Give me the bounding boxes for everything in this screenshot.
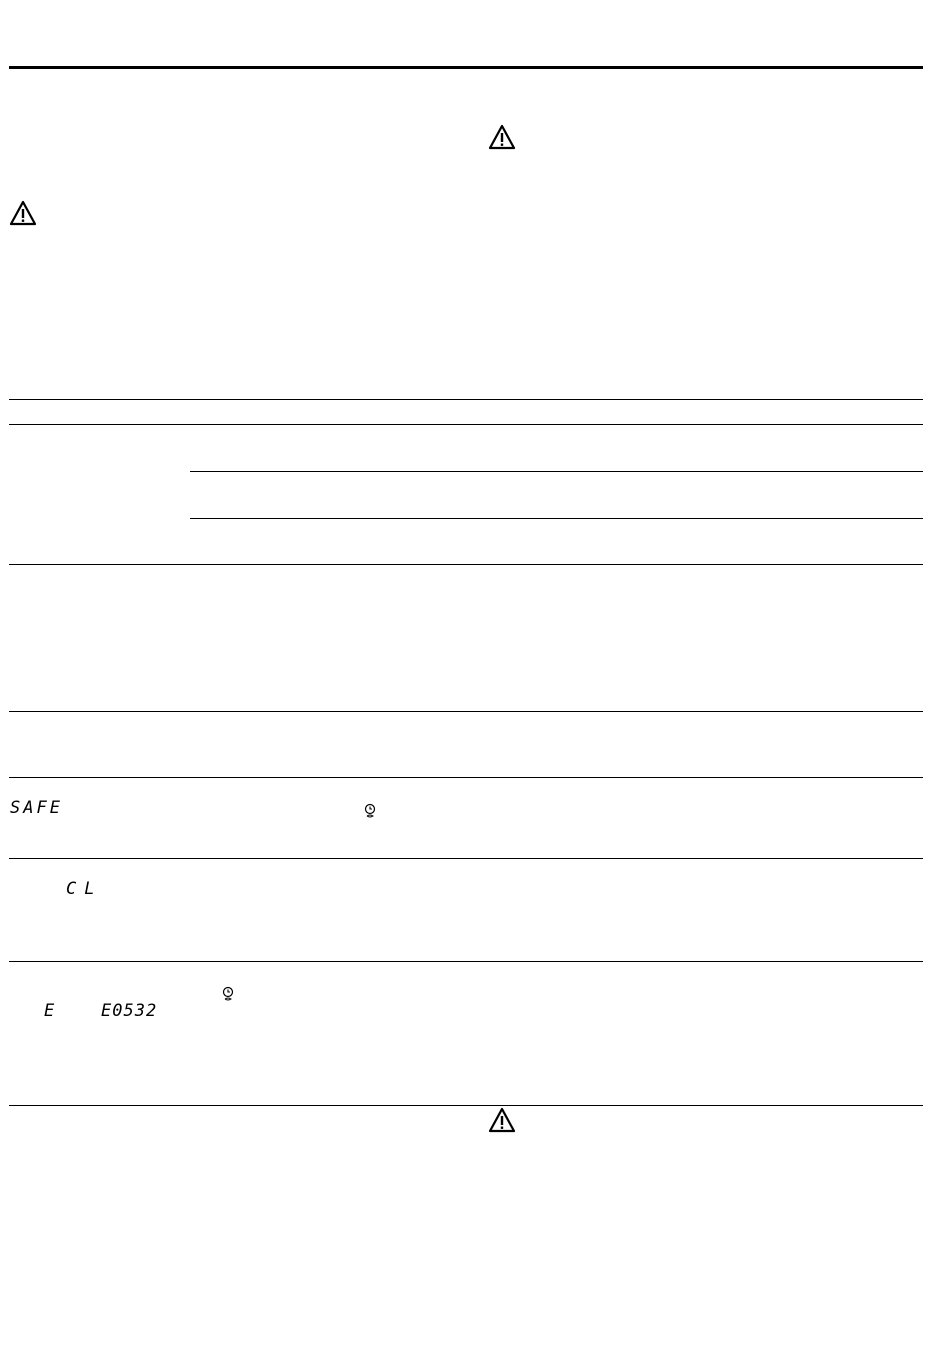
header-rule xyxy=(9,66,923,69)
display-code-e0532: E0532 xyxy=(101,1001,158,1021)
display-code-safe: SAFE xyxy=(10,798,63,818)
table-rule xyxy=(9,424,923,425)
timer-icon xyxy=(221,986,235,1002)
warning-icon xyxy=(488,124,516,150)
timer-icon xyxy=(363,803,377,819)
display-code-cl: CL xyxy=(66,879,103,899)
warning-icon xyxy=(9,200,37,226)
table-rule xyxy=(9,961,923,962)
table-rule xyxy=(9,777,923,778)
table-subrule xyxy=(190,518,923,519)
table-subrule xyxy=(190,471,923,472)
warning-icon xyxy=(488,1107,516,1133)
table-rule xyxy=(9,564,923,565)
table-rule xyxy=(9,399,923,400)
display-code-e: E xyxy=(44,1001,58,1021)
table-rule xyxy=(9,711,923,712)
table-rule xyxy=(9,1105,923,1106)
table-rule xyxy=(9,858,923,859)
